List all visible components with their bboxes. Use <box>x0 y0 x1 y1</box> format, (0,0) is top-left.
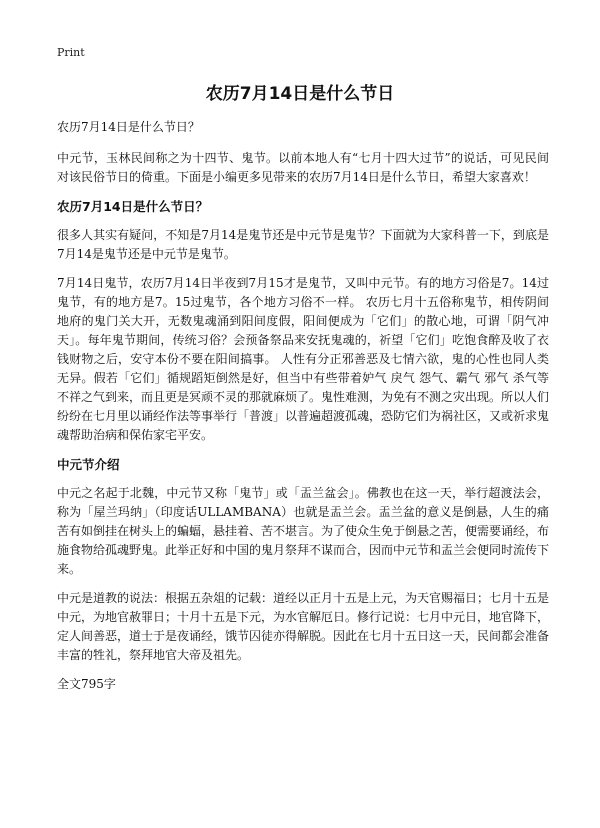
intro-question: 农历7月14日是什么节日？ <box>57 120 200 134</box>
intro-paragraph: 中元节，玉林民间称之为十四节、鬼节。以前本地人有“七月十四大过节”的说话，可见民间对该民俗节日的倚重。下面是小编更多见带来的农历7月14日是什么节日，希望大家喜欢！ <box>57 151 549 184</box>
section1-paragraph-2: 7月14日鬼节，农历7月14日半夜到7月15才是鬼节，又叫中元节。有的地方习俗是7。14过鬼节，有的地方是7。15过鬼节，各个地方习俗不一样。 农历七月十五俗称鬼节，相传阴间地府的鬼门关大开，无数鬼魂涌到阳间度假，阳间便成为「它们」的散心地，可谓「阴气冲天」。每年鬼节期间，传统习俗？会预备祭品来安抚鬼魂的，祈望「它们」吃饱食醉及收了衣钱财物之后，安守本份不要在阳间搞事。 人性有分正邪善恶及七情六欲，鬼的心性也同人类无异。假若「它们」循规蹈矩倒然是好，但当中有些带着妒气 戾气 怨气、霸气 邪气 杀气等不祥之气到来，而且更是冥顽不灵的那就麻烦了。鬼性难测，为免有不测之灾出现。所以人们纷纷在七月里以诵经作法等事举行「普渡」以普遍超渡孤魂，恐防它们为祸社区，又或祈求鬼魂帮助治病和保佑家宅平安。 <box>57 276 550 442</box>
section2-paragraph-1: 中元之名起于北魏，中元节又称「鬼节」或「盂兰盆会」。佛教也在这一天，举行超渡法会，称为「屋兰玛纳」（印度话ULLAMBANA）也就是盂兰会。盂兰盆的意义是倒悬，人生的痛苦有如倒挂在树头上的蝙蝠，悬挂着、苦不堪言。为了使众生免于倒悬之苦，便需要诵经，布施食物给孤魂野鬼。此举正好和中国的鬼月祭拜不谋而合，因而中元节和盂兰会便同时流传下来。 <box>57 486 550 576</box>
section2-heading: 中元节介绍 <box>57 457 120 472</box>
section1-heading: 农历7月14日是什么节日？ <box>57 199 209 214</box>
page-title: 农历7月14日是什么节日 <box>205 84 395 104</box>
print-label[interactable]: Print <box>57 46 85 59</box>
section2-paragraph-2: 中元是道教的说法：根据五杂俎的记载：道经以正月十五是上元，为天官赐福日；七月十五是中元，为地官赦罪日；十月十五是下元，为水官解厄日。修行记说：七月中元日，地官降下，定人间善恶，道士于是夜诵经，饿节囚徒亦得解脱。因此在七月十五日这一天，民间都会准备丰富的牲礼，祭拜地官大帝及祖先。 <box>57 591 550 662</box>
word-count: 全文795字 <box>57 677 116 691</box>
article-body <box>57 118 549 704</box>
section1-paragraph-1: 很多人其实有疑问，不知是7月14是鬼节还是中元节是鬼节？下面就为大家科普一下，到底是7月14是鬼节还是中元节是鬼节。 <box>57 228 549 261</box>
